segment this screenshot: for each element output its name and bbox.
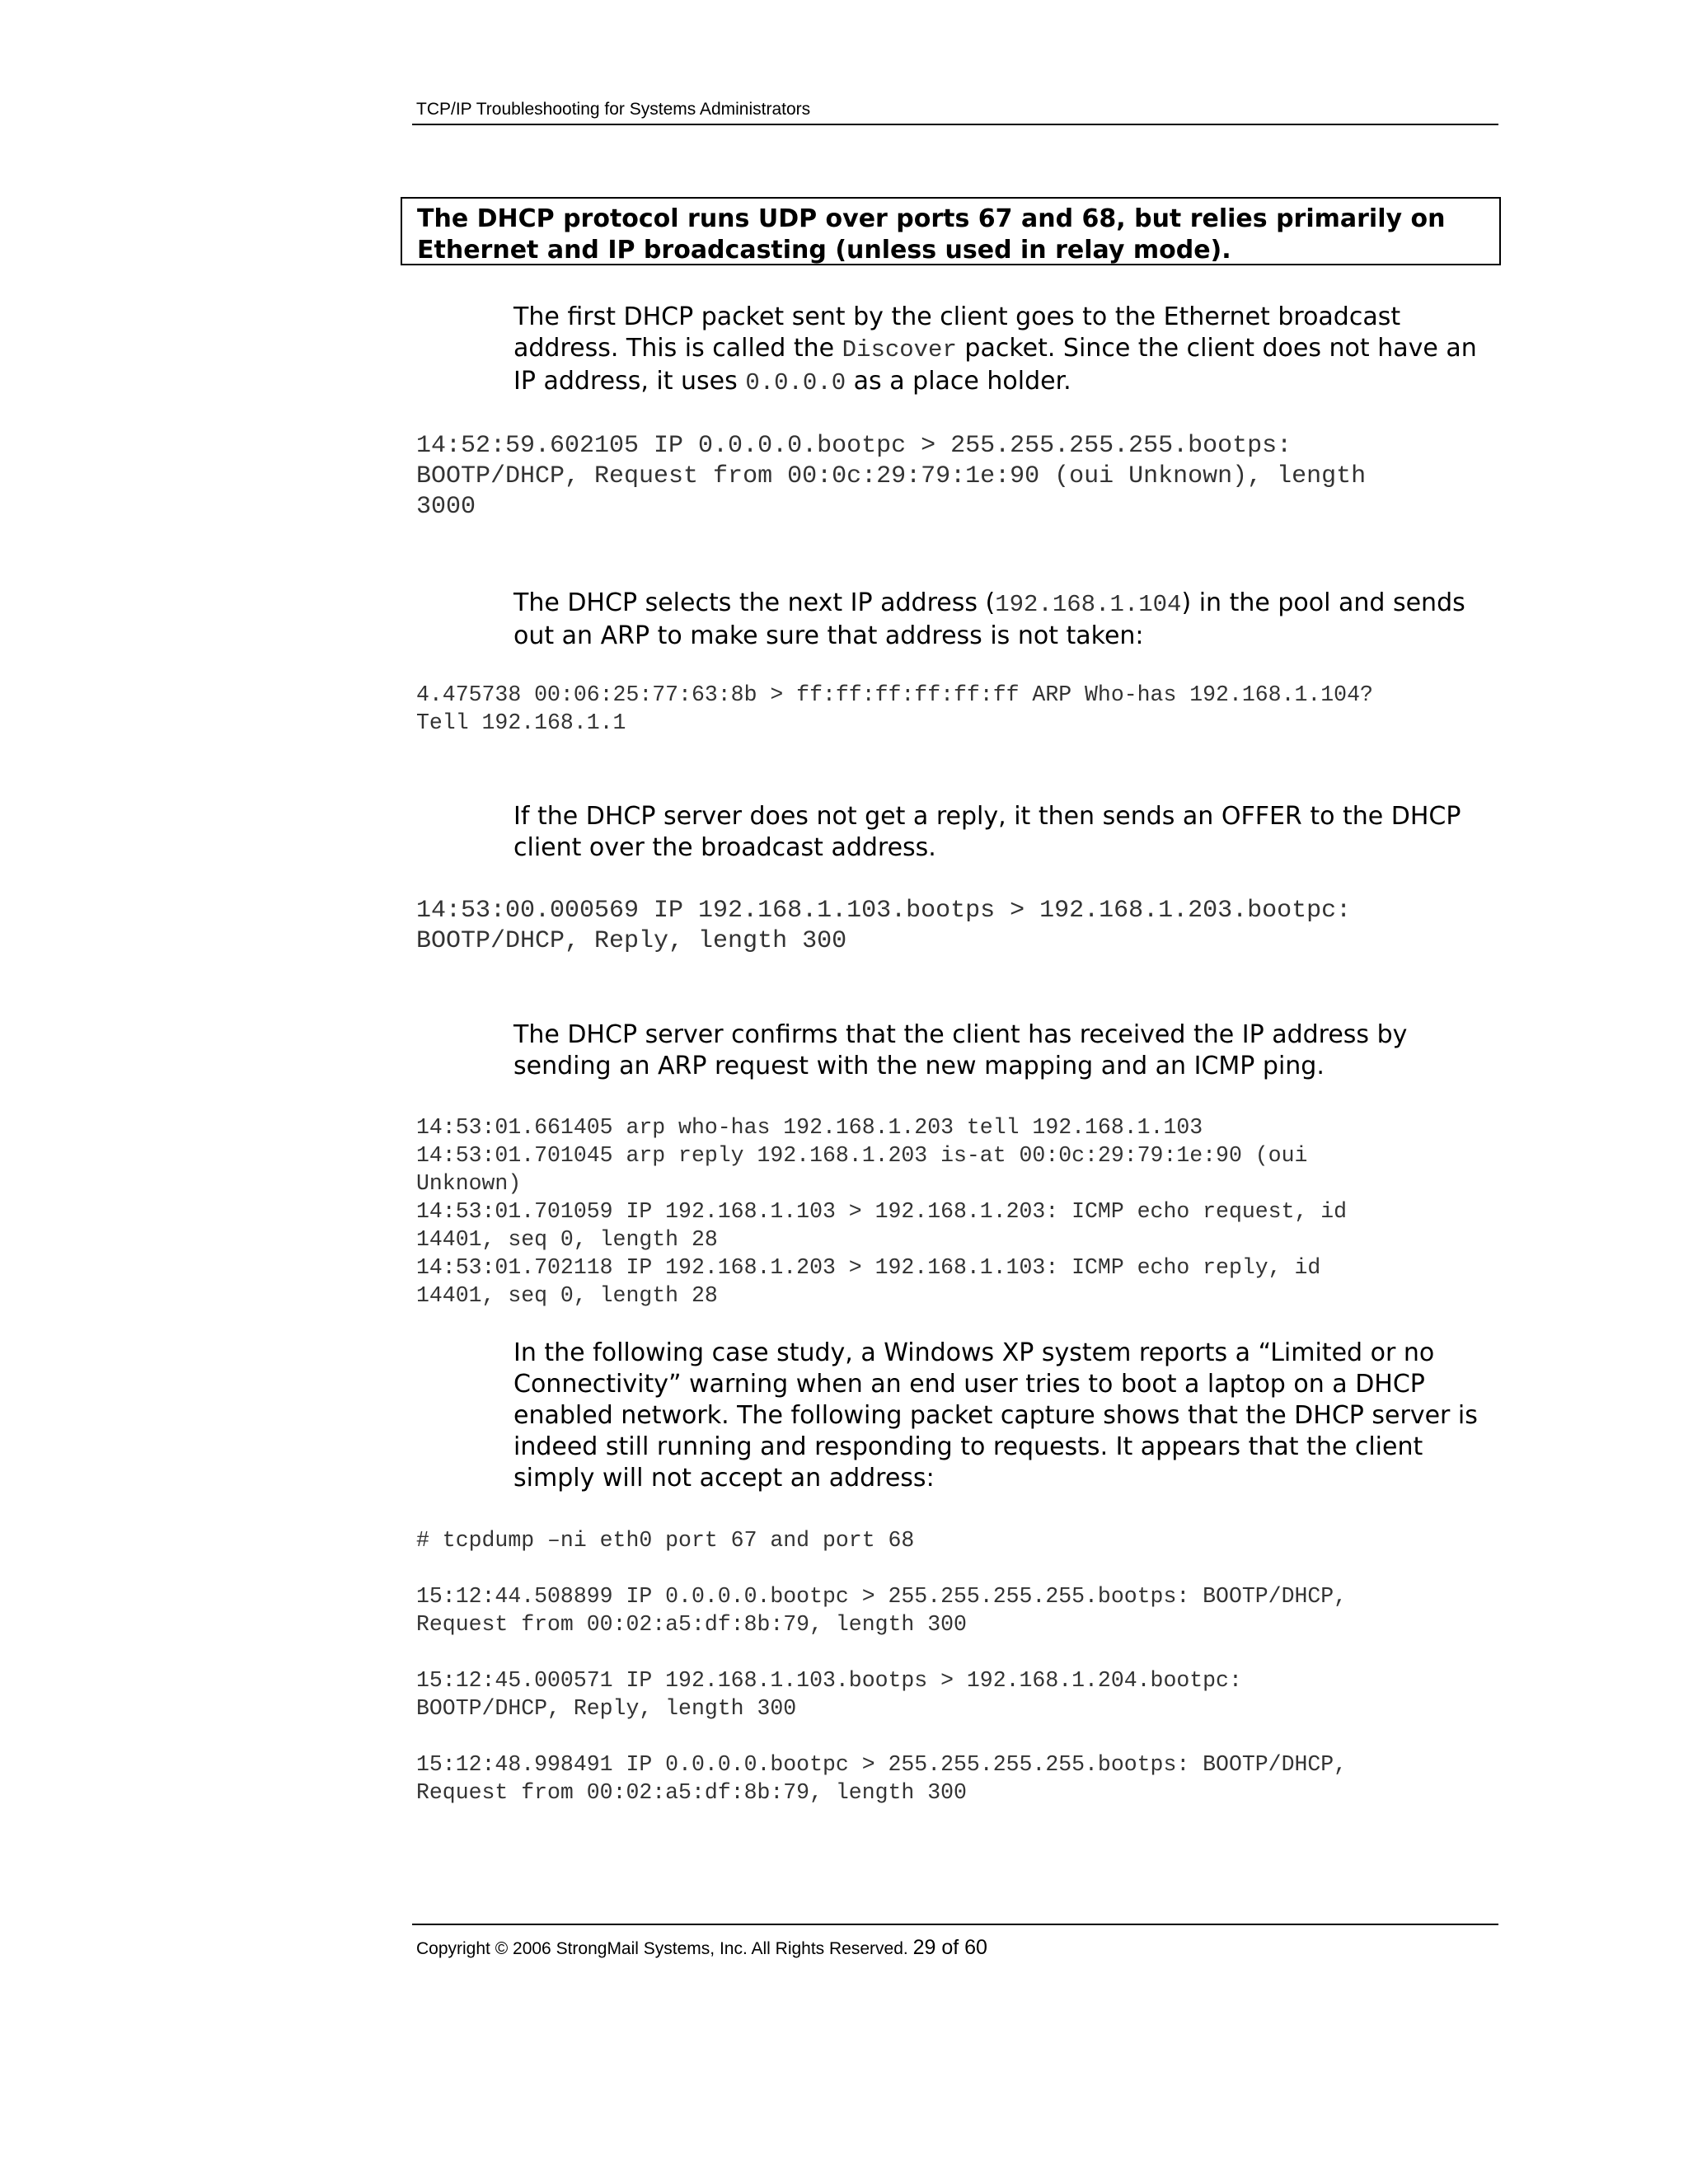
- text-run: The DHCP selects the next IP address (: [513, 588, 996, 617]
- copyright-text: Copyright © 2006 StrongMail Systems, Inc. All Rights Reserved.: [416, 1939, 908, 1958]
- paragraph-discover: [513, 302, 1494, 399]
- running-header: TCP/IP Troubleshooting for Systems Administrators: [416, 100, 811, 119]
- code-block-offer: 14:53:00.000569 IP 192.168.1.103.bootps > 192.168.1.203.bootpc: BOOTP/DHCP, Reply, length 300: [416, 897, 1352, 955]
- paragraph-case-study: In the following case study, a Windows XP system reports a “Limited or no Connectivity” warning when an end user tries to boot a laptop on a DHCP enabled network. The following packet capture shows that the DHCP server is indeed still running and responding to requests. It appears that the client simply will not accept an address:: [513, 1338, 1478, 1493]
- text-run: as a place holder.: [846, 367, 1071, 396]
- code-block-arp: 4.475738 00:06:25:77:63:8b > ff:ff:ff:ff:ff:ff ARP Who-has 192.168.1.104? Tell 192.168.1.1: [416, 682, 1373, 735]
- text-run: ) in the pool and sends out an ARP to make sure that address is not taken:: [513, 588, 1465, 650]
- paragraph-confirm: The DHCP server confirms that the client has received the IP address by sending an ARP request with the new mapping and an ICMP ping.: [513, 1020, 1408, 1080]
- callout-box: The DHCP protocol runs UDP over ports 67 and 68, but relies primarily on Ethernet and IP broadcasting (unless used in relay mode).: [401, 197, 1501, 265]
- text-run: packet. Since the client does not have an IP address, it uses: [513, 334, 1477, 396]
- inline-code-ip: 0.0.0.0: [745, 369, 846, 396]
- paragraph-arp-check: [513, 588, 1494, 652]
- code-block-discover: 14:52:59.602105 IP 0.0.0.0.bootpc > 255.255.255.255.bootps: BOOTP/DHCP, Request from 00:0c:29:79:1e:90 (oui Unknown), length 3000: [416, 432, 1367, 521]
- code-block-confirm: 14:53:01.661405 arp who-has 192.168.1.203 tell 192.168.1.103 14:53:01.701045 arp reply 192.168.1.203 is-at 00:0c:29:79:1e:90 (oui Unknown) 14:53:01.701059 IP 192.168.1.103 > 192.168.1.203: ICMP echo request, id 14401, seq 0, length 28 14:53:01.702118 IP 192.168.1.203 > 192.168.1.103: ICMP echo reply, id 14401, seq 0, length 28: [416, 1115, 1348, 1308]
- text-run: The first DHCP packet sent by the client goes to the Ethernet broadcast address. This is called the: [513, 302, 1401, 363]
- page-number: 29 of 60: [912, 1936, 987, 1959]
- inline-code-discover: Discover: [842, 336, 957, 363]
- inline-code-ip: 192.168.1.104: [995, 591, 1182, 618]
- code-block-case-study: # tcpdump –ni eth0 port 67 and port 68 15:12:44.508899 IP 0.0.0.0.bootpc > 255.255.255.255.bootps: BOOTP/DHCP, Request from 00:02:a5:df:8b:79, length 300 15:12:45.000571 IP 192.168.1.103.bootps > 192.168.1.204.bootpc: BOOTP/DHCP, Reply, length 300 15:12:48.998491 IP 0.0.0.0.bootpc > 255.255.255.255.bootps: BOOTP/DHCP, Request from 00:02:a5:df:8b:79, length 300: [416, 1528, 1348, 1805]
- paragraph-offer: If the DHCP server does not get a reply, it then sends an OFFER to the DHCP client over the broadcast address.: [513, 802, 1461, 862]
- header-rule: [412, 124, 1498, 125]
- footer: [416, 1936, 1496, 1961]
- footer-rule: [412, 1924, 1498, 1925]
